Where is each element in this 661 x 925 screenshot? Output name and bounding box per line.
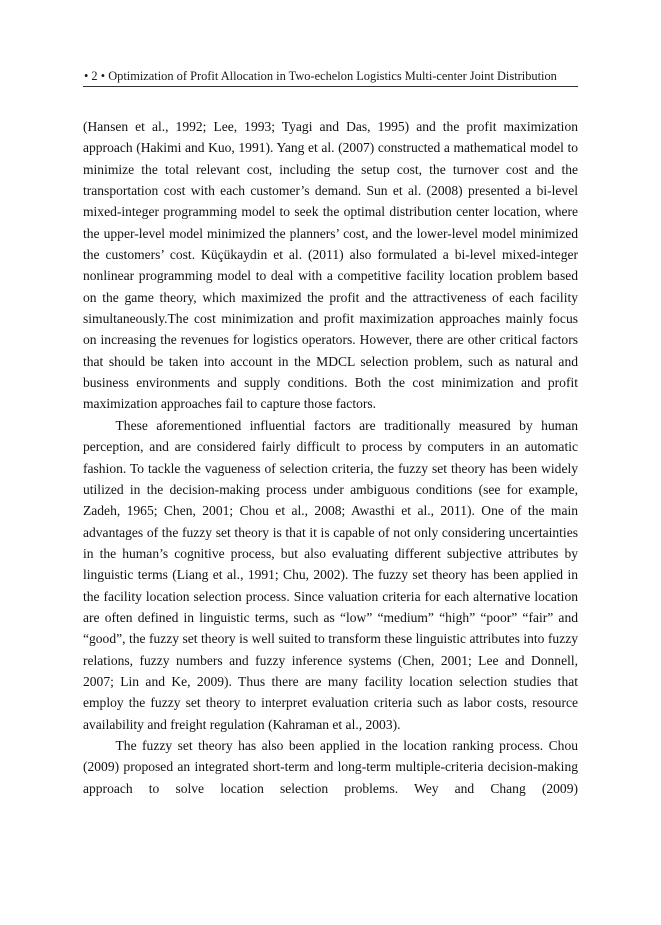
paragraph-2: These aforementioned influential factors are traditionally measured by human perception, and are considered fairly difficult to process by computers in an automatic fashion. To tackle the vagueness of selection criteria, the fuzzy set theory has been widely utilized in the decision-making process under ambiguous conditions (see for example, Zadeh, 1965; Chen, 2001; Chou et al., 2008; Awasthi et al., 2011). One of the main advantages of the fuzzy set theory is that it is capable of not only considering uncertainties in the human’s cognitive process, but also evaluating different subjective attributes by linguistic terms (Liang et al., 1991; Chu, 2002). The fuzzy set theory has been applied in the facility location selection process. Since valuation criteria for each alternative location are often defined in linguistic terms, such as “low” “medium” “high” “poor” “fair” and “good”, the fuzzy set theory is well suited to transform these linguistic attributes into fuzzy relations, fuzzy numbers and fuzzy inference systems (Chen, 2001; Lee and Donnell, 2007; Lin and Ke, 2009). Thus there are many facility location selection studies that employ the fuzzy set theory to interpret evaluation criteria such as labor costs, resource availability and freight regulation (Kahraman et al., 2003).	[83, 417, 578, 732]
body-text	[83, 116, 578, 799]
page-number-marker: • 2 •	[84, 69, 106, 83]
running-header	[84, 66, 578, 86]
paragraph-3: The fuzzy set theory has also been applied in the location ranking process. Chou (2009) proposed an integrated short-term and long-term multiple-criteria decision-making approach to solve location selection problems. Wey and Chang (2009)	[83, 737, 578, 796]
header-rule	[83, 86, 578, 87]
running-title: Optimization of Profit Allocation in Two-echelon Logistics Multi-center Joint Distribution	[108, 69, 557, 83]
paragraph-1: (Hansen et al., 1992; Lee, 1993; Tyagi and Das, 1995) and the profit maximization approach (Hakimi and Kuo, 1991). Yang et al. (2007) constructed a mathematical model to minimize the total relevant cost, including the setup cost, the turnover cost and the transportation cost with each customer’s demand. Sun et al. (2008) presented a bi-level mixed-integer programming model to seek the optimal distribution center location, where the upper-level model minimized the planners’ cost, and the lower-level model minimized the customers’ cost. Küçükaydin et al. (2011) also formulated a bi-level mixed-integer nonlinear programming model to deal with a competitive facility location problem based on the game theory, which maximized the profit and the attractiveness of each facility simultaneously.The cost minimization and profit maximization approaches mainly focus on increasing the revenues for logistics operators. However, there are other critical factors that should be taken into account in the MDCL selection problem, such as natural and business environments and supply conditions. Both the cost minimization and profit maximization approaches fail to capture those factors.	[83, 119, 578, 412]
